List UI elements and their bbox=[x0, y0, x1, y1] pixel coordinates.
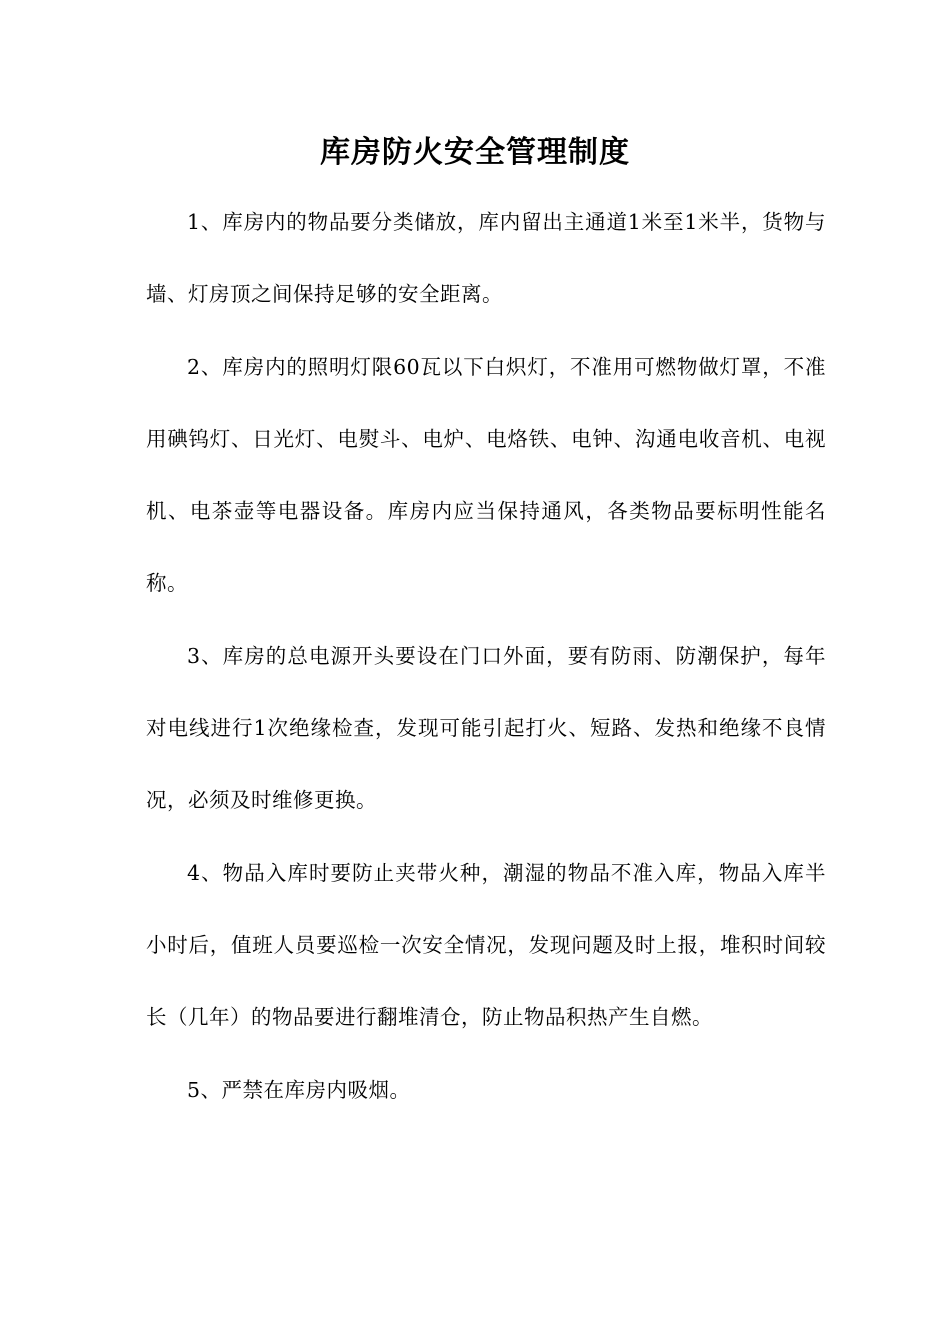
rule-paragraph-4: 4、物品入库时要防止夹带火种，潮湿的物品不准入库，物品入库半小时后，值班人员要巡检一次安全情况，发现问题及时上报，堆积时间较长（几年）的物品要进行翻堆清仓，防止物品积热产生自燃。 bbox=[146, 860, 826, 1030]
rule-paragraph-3: 3、库房的总电源开头要设在门口外面，要有防雨、防潮保护，每年对电线进行1次绝缘检查，发现可能引起打火、短路、发热和绝缘不良情况，必须及时维修更换。 bbox=[146, 643, 826, 813]
rule-paragraph-5: 5、严禁在库房内吸烟。 bbox=[187, 1077, 411, 1102]
document-title: 库房防火安全管理制度 bbox=[320, 135, 630, 170]
rule-paragraph-1: 1、库房内的物品要分类储放，库内留出主通道1米至1米半，货物与墙、灯房顶之间保持足够的安全距离。 bbox=[146, 210, 826, 307]
document-body bbox=[146, 186, 826, 1126]
rule-paragraph-2: 2、库房内的照明灯限60瓦以下白炽灯，不准用可燃物做灯罩，不准用碘钨灯、日光灯、电熨斗、电炉、电烙铁、电钟、沟通电收音机、电视机、电茶壶等电器设备。库房内应当保持通风，各类物品要标明性能名称。 bbox=[146, 354, 826, 596]
